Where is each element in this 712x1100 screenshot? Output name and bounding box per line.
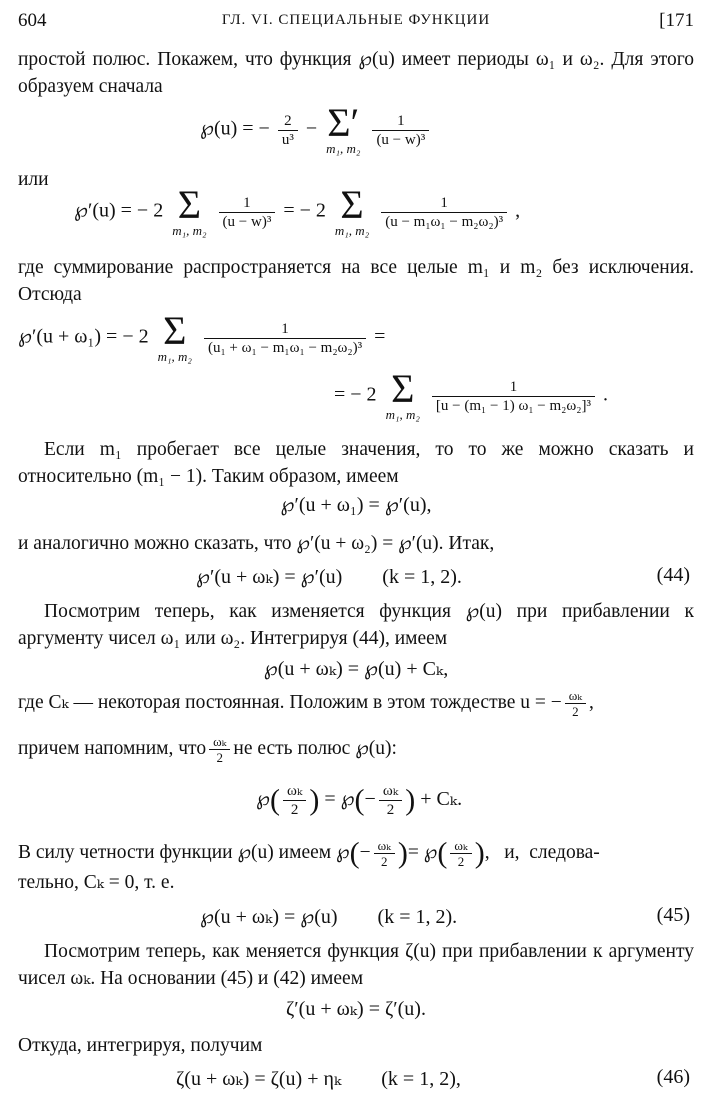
equation-3-line-2: = − 2 Σ m₁, m₂ $\frac{1}{\text{[u − (m₁ − 1) ω₁ − m₂ω₂]³}}$ . (334, 366, 608, 422)
equation-number: (44) (656, 564, 690, 586)
paragraph-6: где Cₖ — некоторая постоянная. Положим в этом тождестве u = − $\frac{\text{ωₖ}}{2}$ , (18, 688, 594, 719)
paragraph-2: где суммирование распространяется на все целые m₁ и m₂ без исключения. Отсюда (18, 257, 694, 305)
fraction: $\frac{1}{\text{(u₁ + ω₁ − m₁ω₁ − m₂ω₂)³}}$ (204, 320, 366, 357)
fraction: $\frac{2}{\text{u³}}$ (278, 112, 298, 149)
equation-7: ℘( $\frac{\text{ωₖ}}{2}$ ) = ℘(− $\frac{\text{ωₖ}}{2}$ ) + Cₖ. (256, 783, 463, 818)
equation-45: ℘(u + ωₖ) = ℘(u) (k = 1, 2). (45) (200, 904, 690, 928)
fraction: $\frac{\text{ωₖ}}{2}$ (565, 688, 586, 719)
sum-symbol: Σ m₁, m₂ (157, 308, 192, 364)
equation-9: ζ′(u + ωₖ) = ζ′(u). (286, 998, 426, 1020)
paragraph-5: Посмотрим теперь, как изменяется функция ℘(u) при прибавлении к аргументу чисел ω₁ или ω₂. Интегрируя (44), имеем (18, 601, 694, 649)
page-number: 604 (18, 10, 47, 31)
word-or: или (18, 169, 49, 190)
equation-number: (45) (656, 904, 690, 926)
equation-3-line-1: ℘′(u + ω₁) = − 2 Σ m₁, m₂ $\frac{1}{\text{(u₁ + ω₁ − m₁ω₁ − m₂ω₂)³}}$ = (18, 308, 386, 364)
page-header (18, 10, 694, 36)
fraction: $\frac{1}{\text{[u − (m₁ − 1) ω₁ − m₂ω₂]³}}$ (432, 378, 595, 415)
equation-4: ℘′(u + ω₁) = ℘′(u), (280, 494, 432, 516)
equation-6: ℘(u + ωₖ) = ℘(u) + Cₖ, (263, 658, 449, 680)
sum-symbol: Σ m₁, m₂ (172, 182, 207, 238)
equation-46: ζ(u + ωₖ) = ζ(u) + ηₖ (k = 1, 2), (46) (176, 1066, 690, 1090)
sum-symbol: Σ m₁, m₂ (385, 366, 420, 422)
equation-44: ℘′(u + ωₖ) = ℘′(u) (k = 1, 2). (44) (196, 564, 690, 588)
running-title: ГЛ. VI. СПЕЦИАЛЬНЫЕ ФУНКЦИИ (221, 12, 491, 28)
paragraph-1: простой полюс. Покажем, что функция ℘(u) имеет периоды ω₁ и ω₂. Для этого образуем сначала (18, 49, 694, 97)
paragraph-7: причем напомним, что $\frac{\text{ωₖ}}{2}$ не есть полюс ℘(u): (18, 734, 397, 765)
sum-symbol: Σ′ m₁, m₂ (326, 100, 361, 156)
paragraph-4: и аналогично можно сказать, что ℘′(u + ω₂) = ℘′(u). Итак, (18, 533, 495, 554)
equation-2: ℘′(u) = − 2 Σ m₁, m₂ $\frac{1}{\text{(u − w)³}}$ = − 2 Σ m₁, m₂ $\frac{1}{\text{(u − m₁ω₁ − m₂ω₂)³}}$ , (74, 182, 521, 238)
fraction: $\frac{1}{\text{(u − w)³}}$ (372, 112, 429, 149)
fraction: $\frac{1}{\text{(u − w)³}}$ (219, 194, 276, 231)
fraction: $\frac{\text{ωₖ}}{2}$ (209, 734, 230, 765)
fraction: $\frac{1}{\text{(u − m₁ω₁ − m₂ω₂)³}}$ (381, 194, 507, 231)
paragraph-3: Если m₁ пробегает все целые значения, то то же можно сказать и относительно (m₁ − 1). Таким образом, имеем (18, 439, 694, 487)
equation-1: ℘(u) = − $\frac{2}{\text{u³}}$ − Σ′ m₁, m₂ $\frac{1}{\text{(u − w)³}}$ (200, 104, 694, 156)
sum-symbol: Σ m₁, m₂ (334, 182, 370, 238)
equation-number: (46) (656, 1066, 690, 1088)
paragraph-9: Посмотрим теперь, как меняется функция ζ(u) при прибавлении к аргументу чисел ωₖ. На основании (45) и (42) имеем (18, 941, 694, 989)
section-number: [171 (659, 10, 694, 31)
paragraph-8: В силу четности функции ℘(u) имеем ℘(− $\frac{\text{ωₖ}}{2}$ )= ℘( $\frac{\text{ωₖ}}{2}$ ), и, следова- тельно, Cₖ = 0, т. е. (18, 836, 600, 894)
paragraph-10: Откуда, интегрируя, получим (18, 1035, 263, 1056)
